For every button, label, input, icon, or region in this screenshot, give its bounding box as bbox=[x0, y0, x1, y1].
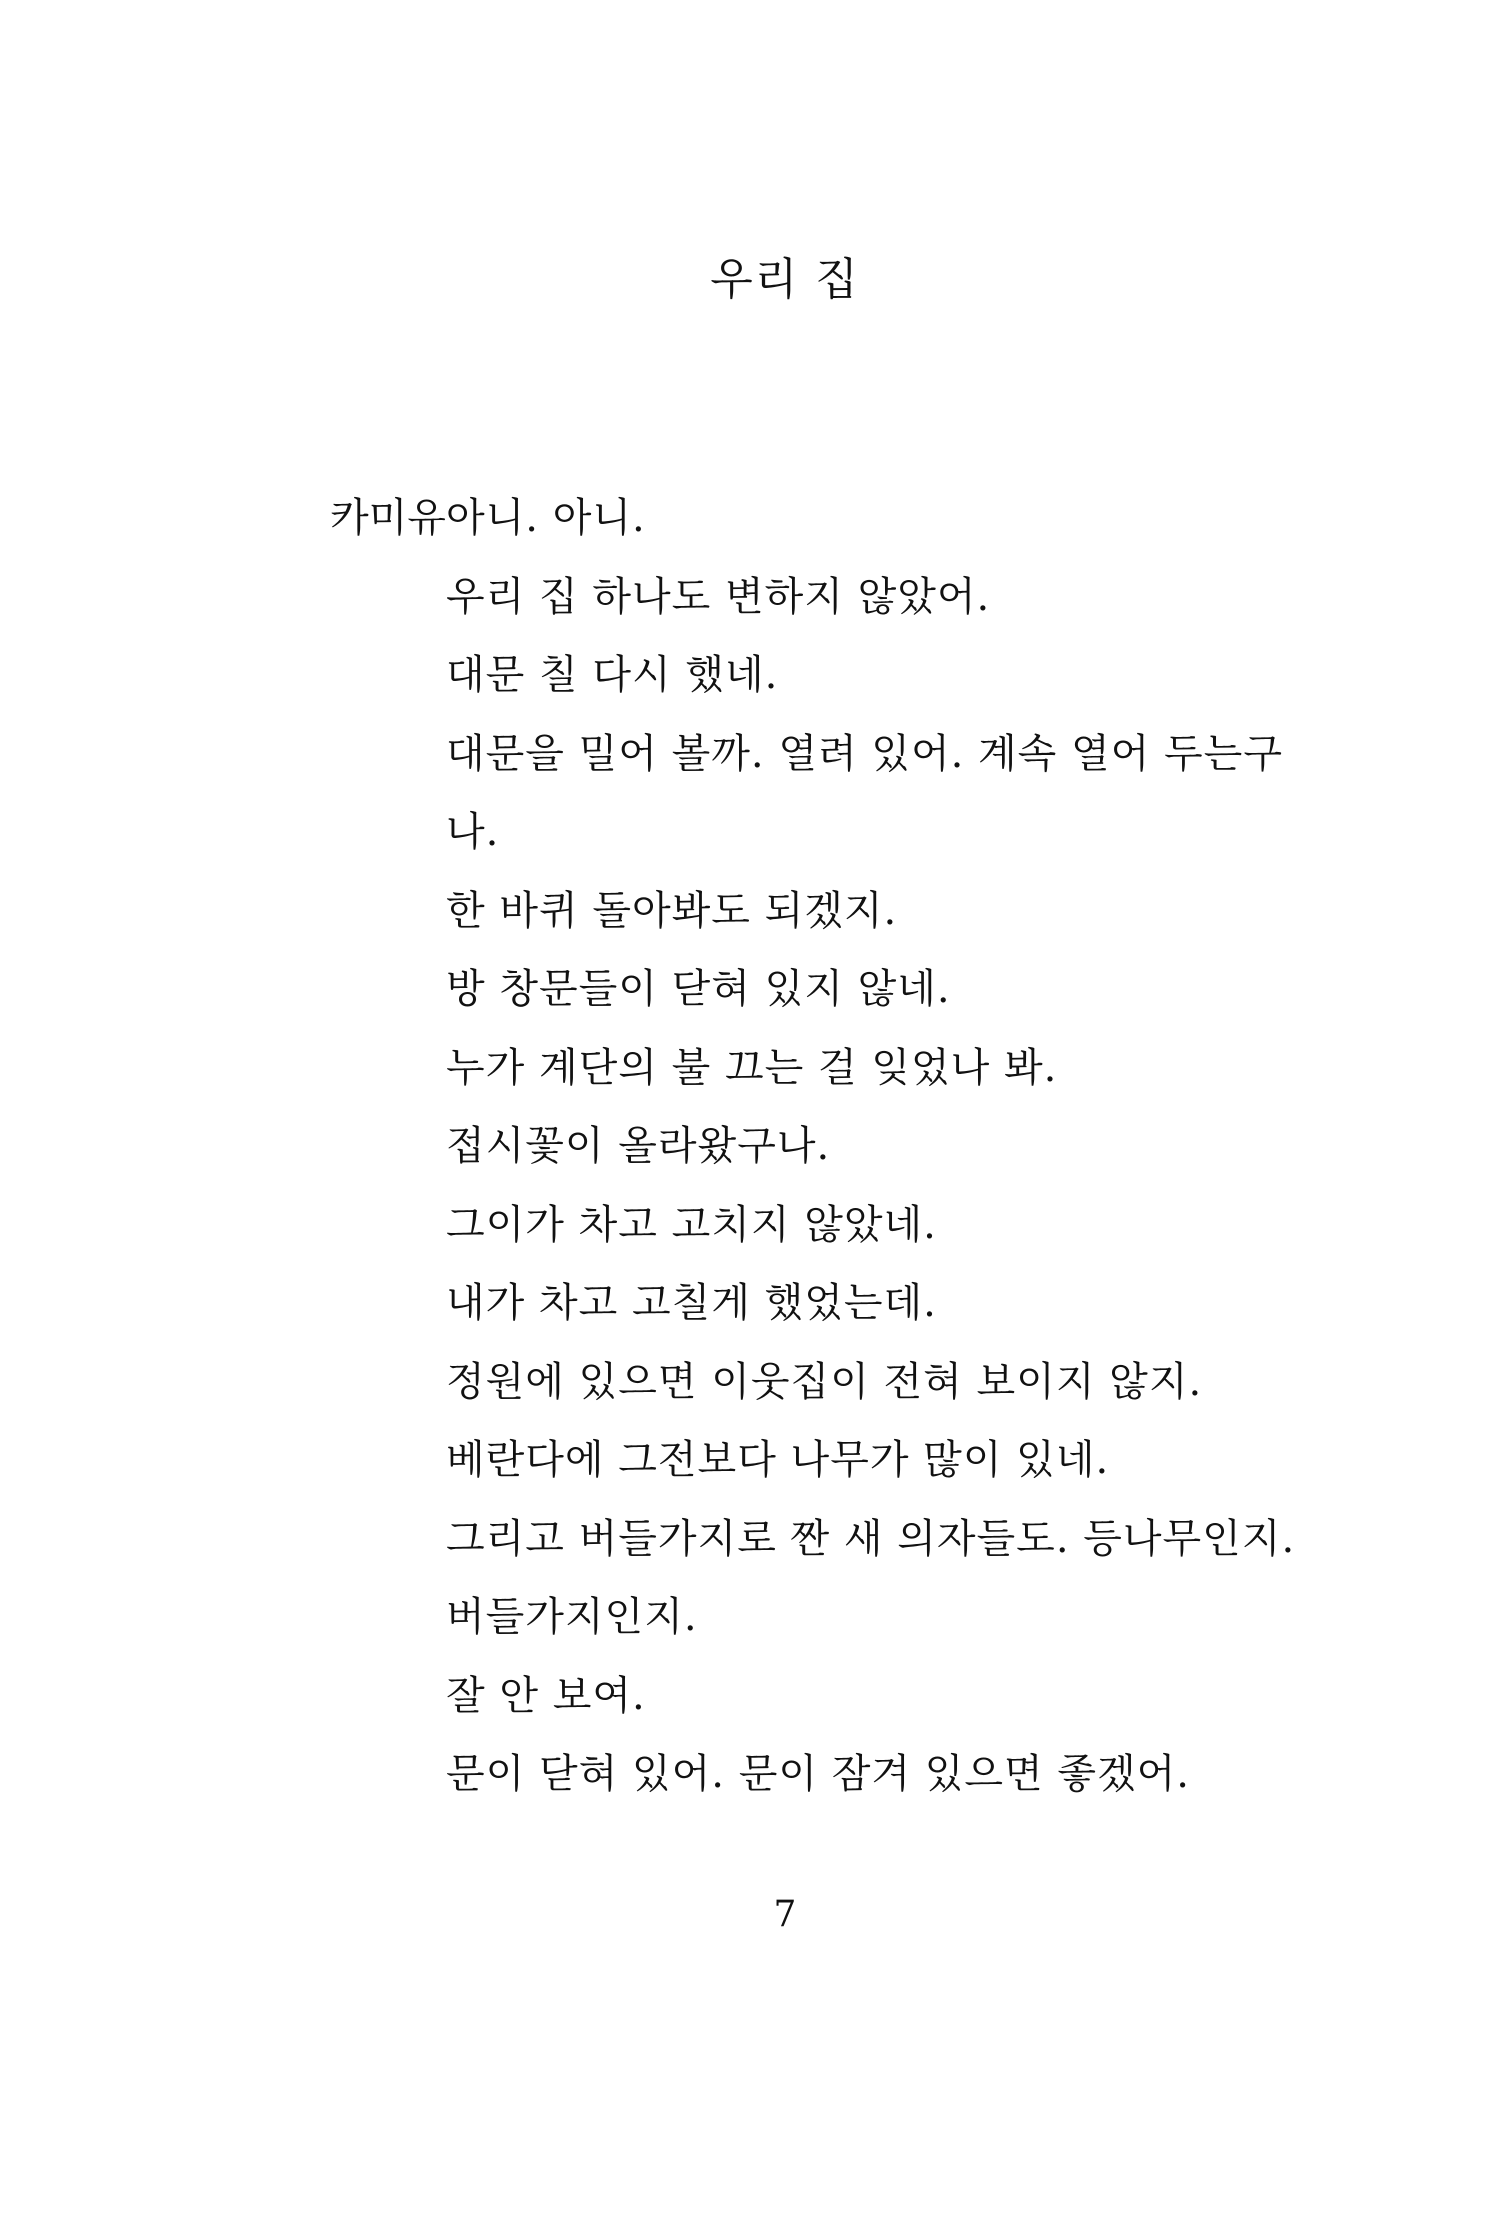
speaker-name: 카미유 bbox=[330, 495, 446, 541]
dialogue-line: 방 창문들이 닫혀 있지 않네. bbox=[446, 966, 951, 1012]
page-title: 우리 집 bbox=[710, 254, 860, 305]
dialogue-line: 문이 닫혀 있어. 문이 잠겨 있으면 좋겠어. bbox=[446, 1751, 1190, 1797]
dialogue-block bbox=[446, 490, 1296, 1825]
dialogue-line: 그리고 버들가지로 짠 새 의자들도. 등나무인지. bbox=[446, 1515, 1296, 1562]
dialogue-line: 버들가지인지. bbox=[446, 1594, 698, 1640]
dialogue-line: 정원에 있으면 이웃집이 전혀 보이지 않지. bbox=[446, 1358, 1203, 1405]
dialogue-line: 대문 칠 다시 했네. bbox=[446, 652, 779, 698]
dialogue-line: 내가 차고 고칠게 했었는데. bbox=[446, 1280, 937, 1326]
dialogue-line: 잘 안 보여. bbox=[446, 1672, 646, 1719]
dialogue-line: 한 바퀴 돌아봐도 되겠지. bbox=[446, 887, 898, 934]
dialogue-line: 아니. 아니. bbox=[446, 495, 646, 541]
dialogue-line: 접시꽃이 올라왔구나. bbox=[446, 1123, 831, 1169]
dialogue-line: 우리 집 하나도 변하지 않았어. bbox=[446, 573, 991, 620]
dialogue-line: 나. bbox=[446, 809, 500, 855]
dialogue-line: 대문을 밀어 볼까. 열려 있어. 계속 열어 두는구 bbox=[446, 730, 1283, 777]
dialogue-line: 누가 계단의 불 끄는 걸 잊었나 봐. bbox=[446, 1044, 1058, 1091]
page-number: 7 bbox=[773, 1894, 797, 1935]
dialogue-line: 베란다에 그전보다 나무가 많이 있네. bbox=[446, 1437, 1110, 1483]
dialogue-line: 그이가 차고 고치지 않았네. bbox=[446, 1201, 937, 1248]
